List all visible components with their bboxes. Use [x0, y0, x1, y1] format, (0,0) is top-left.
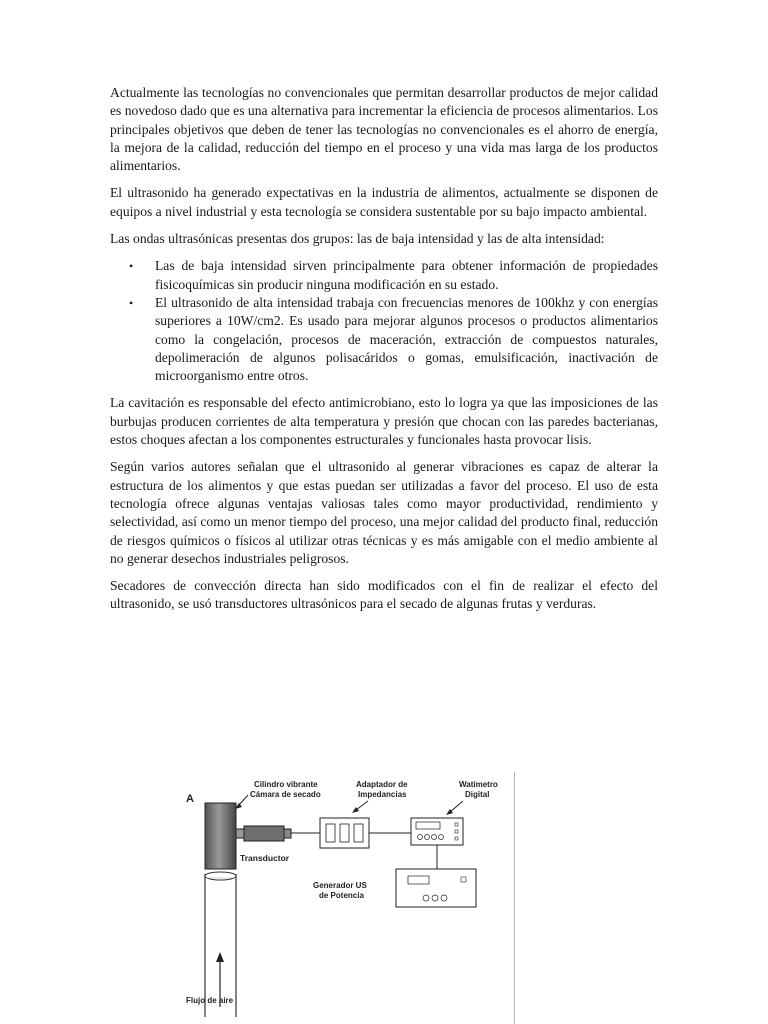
wattmeter-indicator [455, 823, 458, 826]
bullet-icon: • [129, 259, 134, 274]
paragraph-intro: Actualmente las tecnologías no convencionales que permitan desarrollar productos de mejor calidad es novedoso dado que es una alternativa para incrementar la eficiencia de procesos alimentarios. Los principales objetivos que deben de tener las tecnologías no convencionales es el ahorro de energía, la mejora de la calidad, reducción del tiempo en el proceso y una vida mas larga de los productos alimentarios. [110, 85, 658, 174]
diagram-svg [178, 772, 514, 1024]
paragraph-wave-groups: Las ondas ultrasónicas presentas dos grupos: las de baja intensidad y las de alta intensidad: [110, 231, 605, 247]
generator-label-line1: Generador US [313, 881, 367, 890]
wattmeter-indicator [455, 830, 458, 833]
wattmeter-display [416, 822, 440, 829]
transducer-body [244, 826, 284, 841]
list-item [110, 257, 658, 294]
list-item-text: Las de baja intensidad sirven principalmente para obtener información de propiedades fisicoquímicas sin producir ninguna modificación en su estado. [155, 258, 658, 292]
bullet-list [110, 257, 658, 385]
transducer-label: Transductor [240, 853, 290, 863]
wattmeter-label-line2: Digital [465, 790, 490, 799]
generator-indicator [461, 877, 466, 882]
vibrating-cylinder [205, 803, 236, 869]
wattmeter-knob [439, 835, 444, 840]
panel-label: A [186, 793, 194, 805]
adapter-pointer [356, 801, 368, 810]
cylinder-label-line1: Cilindro vibrante [254, 780, 318, 789]
paragraph-dryers: Secadores de convección directa han sido modificados con el fin de realizar el efecto del ultrasonido, se usó transductores ultrasónicos para el secado de algunas frutas y verduras. [110, 578, 658, 612]
generator-label-line2: de Potencia [319, 891, 364, 900]
wattmeter-knob [418, 835, 423, 840]
airflow-label: Flujo de aire [186, 996, 234, 1005]
transducer-connector [284, 829, 291, 838]
ultrasound-dryer-diagram [178, 772, 515, 1024]
drying-chamber-top [205, 872, 236, 880]
list-item-text: El ultrasonido de alta intensidad trabaja con frecuencias menores de 100khz y con energías superiores a 10W/cm2. Es usado para mejorar algunos procesos o productos alimentarios como la congelación, procesos de maceración, extracción de compuestos naturales, depolimeración de algunos polisacáridos o gomas, emulsificación, inactivación de microorganismo entre otros. [155, 294, 658, 384]
paragraph-authors: Según varios autores señalan que el ultrasonido al generar vibraciones es capaz de alterar la estructura de los alimentos y que estas puedan ser utilizadas a favor del proceso. El uso de esta tecnología ofrece algunas ventajas valiosas tales como mayor productividad, rendimiento y selectividad, así como un menor tiempo del proceso, una mejor calidad del producto final, reducción de riesgos químicos o físicos al utilizar otras técnicas y es más amigable con el medio ambiente al no generar desechos industriales peligrosos. [110, 459, 658, 566]
airflow-arrow-icon [216, 952, 224, 962]
document-body [110, 84, 658, 623]
transducer-head [236, 829, 244, 838]
generator-knob [432, 895, 438, 901]
bullet-icon: • [129, 295, 134, 310]
paragraph-cavitation: La cavitación es responsable del efecto antimicrobiano, esto lo logra ya que las imposiciones de las burbujas producen corrientes de alta temperatura y presión que chocan con las paredes bacterianas, estos choques afectan a los componentes estructurales y funcionales hasta provocar lisis. [110, 395, 658, 448]
adapter-slot [354, 824, 363, 842]
generator-display [408, 876, 429, 884]
adapter-label-line2: Impedancias [358, 790, 407, 799]
wattmeter-pointer [450, 801, 463, 812]
wattmeter-indicator [455, 837, 458, 840]
arrowhead-icon [352, 807, 359, 813]
cylinder-label-line2: Cámara de secado [250, 790, 321, 799]
generator-knob [441, 895, 447, 901]
generator-knob [423, 895, 429, 901]
adapter-label-line1: Adaptador de [356, 780, 408, 789]
us-power-generator [396, 869, 476, 907]
adapter-slot [326, 824, 335, 842]
adapter-slot [340, 824, 349, 842]
wattmeter-knob [432, 835, 437, 840]
list-item [110, 294, 658, 385]
paragraph-ultrasound: El ultrasonido ha generado expectativas en la industria de alimentos, actualmente se disponen de equipos a nivel industrial y esta tecnología se considera sustentable por su bajo impacto ambiental. [110, 185, 658, 219]
wattmeter-label-line1: Watímetro [459, 780, 498, 789]
wattmeter-knob [425, 835, 430, 840]
